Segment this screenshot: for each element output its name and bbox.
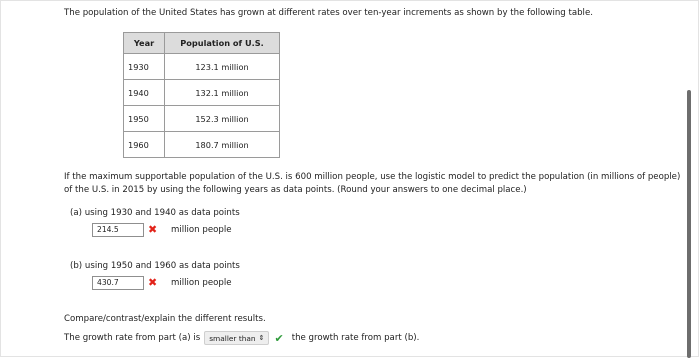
x-mark-icon: ✖ bbox=[148, 223, 158, 236]
cell-population: 132.1 million bbox=[165, 80, 280, 106]
scrollbar-thumb[interactable] bbox=[687, 90, 691, 358]
problem-text: If the maximum supportable population of the U.S. is 600 million people, use the logistic model to predict the population (in millions of people) of the U.S. in 2015 by using the following years as data points. (Round your answers to one decimal place.) bbox=[64, 172, 681, 195]
checkmark-icon: ✔ bbox=[274, 331, 284, 345]
part-a-label: (a) using 1930 and 1940 as data points bbox=[70, 208, 240, 218]
growth-suffix: the growth rate from part (b). bbox=[291, 333, 420, 343]
table-header-row bbox=[124, 33, 280, 54]
table-row bbox=[124, 132, 280, 158]
column-header-population: Population of U.S. bbox=[165, 33, 280, 54]
growth-comparison-row bbox=[64, 331, 419, 345]
cell-population: 152.3 million bbox=[165, 106, 280, 132]
growth-prefix: The growth rate from part (a) is bbox=[64, 333, 201, 343]
part-b-label: (b) using 1950 and 1960 as data points bbox=[70, 261, 240, 271]
part-a-unit: million people bbox=[171, 225, 232, 235]
x-mark-icon: ✖ bbox=[148, 276, 158, 289]
cell-year: 1950 bbox=[124, 106, 165, 132]
cell-population: 123.1 million bbox=[165, 54, 280, 80]
table-row bbox=[124, 54, 280, 80]
compare-text: Compare/contrast/explain the different results. bbox=[64, 314, 266, 324]
cell-year: 1930 bbox=[124, 54, 165, 80]
part-b-unit: million people bbox=[171, 278, 232, 288]
cell-population: 180.7 million bbox=[165, 132, 280, 158]
growth-comparison-select[interactable] bbox=[204, 331, 268, 345]
cell-year: 1940 bbox=[124, 80, 165, 106]
table-row bbox=[124, 106, 280, 132]
population-table bbox=[123, 32, 280, 158]
table-row bbox=[124, 80, 280, 106]
column-header-year: Year bbox=[124, 33, 165, 54]
up-down-arrow-icon: ⇕ bbox=[258, 334, 265, 342]
part-a-answer-input[interactable]: 214.5 bbox=[92, 223, 144, 237]
intro-text: The population of the United States has grown at different rates over ten-year increments as shown by the following table. bbox=[64, 8, 593, 18]
cell-year: 1960 bbox=[124, 132, 165, 158]
growth-selected-value: smaller than bbox=[209, 333, 256, 343]
part-b-answer-input[interactable]: 430.7 bbox=[92, 276, 144, 290]
